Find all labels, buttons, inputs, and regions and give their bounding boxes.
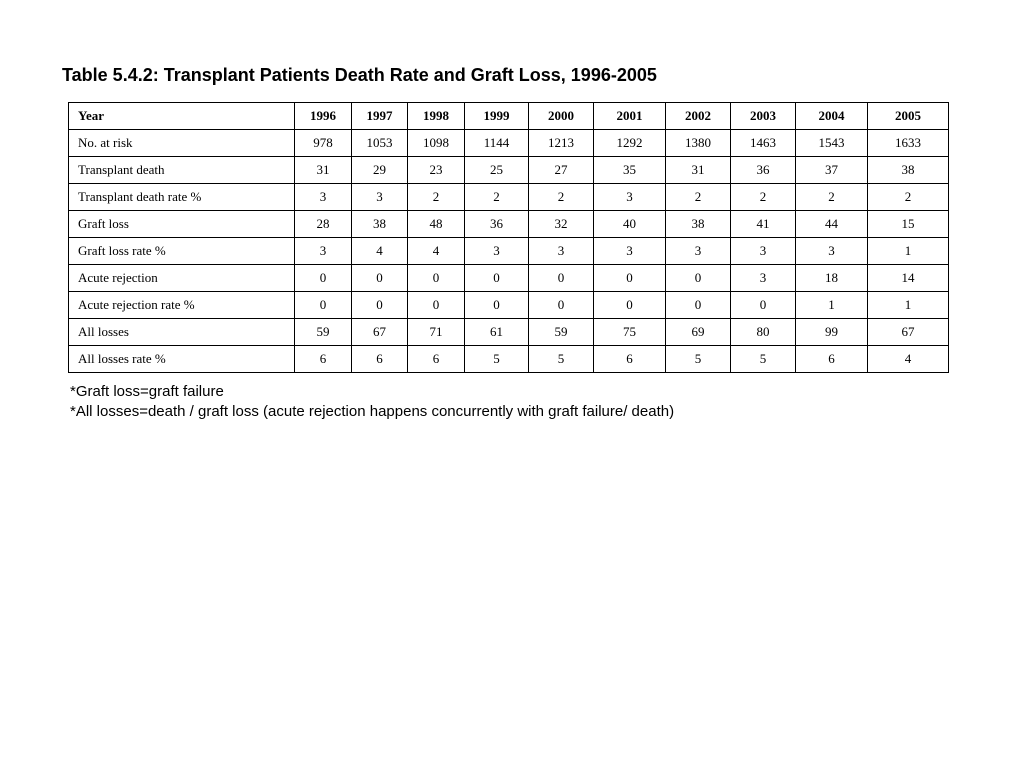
table-cell: 36 xyxy=(465,211,529,238)
table-cell: 14 xyxy=(868,265,949,292)
table-cell: 31 xyxy=(666,157,731,184)
footnotes xyxy=(70,382,674,422)
table-cell: 31 xyxy=(295,157,352,184)
row-label: All losses xyxy=(69,319,295,346)
table-cell: 0 xyxy=(408,265,465,292)
table-cell: 1144 xyxy=(465,130,529,157)
table-cell: 3 xyxy=(465,238,529,265)
table-cell: 59 xyxy=(295,319,352,346)
table-cell: 5 xyxy=(731,346,796,373)
table-cell: 40 xyxy=(594,211,666,238)
table-cell: 71 xyxy=(408,319,465,346)
table-cell: 27 xyxy=(529,157,594,184)
row-label: Transplant death rate % xyxy=(69,184,295,211)
table-cell: 44 xyxy=(796,211,868,238)
table-cell: 6 xyxy=(408,346,465,373)
table-cell: 38 xyxy=(666,211,731,238)
header-cell: 2004 xyxy=(796,103,868,130)
table-cell: 3 xyxy=(529,238,594,265)
table-cell: 3 xyxy=(594,184,666,211)
table-cell: 2 xyxy=(666,184,731,211)
table-cell: 1053 xyxy=(352,130,408,157)
header-cell: 1996 xyxy=(295,103,352,130)
table-cell: 0 xyxy=(666,265,731,292)
table-cell: 3 xyxy=(295,184,352,211)
table-cell: 2 xyxy=(529,184,594,211)
header-cell: 2000 xyxy=(529,103,594,130)
table-cell: 41 xyxy=(731,211,796,238)
table-cell: 0 xyxy=(465,265,529,292)
table-cell: 0 xyxy=(352,292,408,319)
table-cell: 99 xyxy=(796,319,868,346)
header-cell-year: Year xyxy=(69,103,295,130)
table-row xyxy=(69,211,949,238)
table-cell: 3 xyxy=(731,265,796,292)
table-cell: 28 xyxy=(295,211,352,238)
table-cell: 4 xyxy=(868,346,949,373)
header-cell: 2005 xyxy=(868,103,949,130)
table-cell: 69 xyxy=(666,319,731,346)
table-row xyxy=(69,157,949,184)
table-cell: 2 xyxy=(796,184,868,211)
table-cell: 0 xyxy=(295,292,352,319)
header-cell: 2001 xyxy=(594,103,666,130)
table-cell: 0 xyxy=(465,292,529,319)
table-cell: 1213 xyxy=(529,130,594,157)
table-cell: 1380 xyxy=(666,130,731,157)
header-cell: 2003 xyxy=(731,103,796,130)
table-cell: 61 xyxy=(465,319,529,346)
table-row xyxy=(69,319,949,346)
table-cell: 67 xyxy=(868,319,949,346)
table-cell: 5 xyxy=(465,346,529,373)
table-cell: 1543 xyxy=(796,130,868,157)
table-cell: 1292 xyxy=(594,130,666,157)
table-cell: 5 xyxy=(666,346,731,373)
row-label: Graft loss xyxy=(69,211,295,238)
table-cell: 3 xyxy=(352,184,408,211)
table-cell: 4 xyxy=(352,238,408,265)
table-row xyxy=(69,292,949,319)
table-cell: 3 xyxy=(594,238,666,265)
table-cell: 37 xyxy=(796,157,868,184)
footnote-all-losses: *All losses=death / graft loss (acute rejection happens concurrently with graft failure/ death) xyxy=(70,403,675,420)
table-cell: 6 xyxy=(594,346,666,373)
table-header-row xyxy=(69,103,949,130)
header-cell: 1999 xyxy=(465,103,529,130)
table-cell: 0 xyxy=(352,265,408,292)
table-cell: 23 xyxy=(408,157,465,184)
table-cell: 3 xyxy=(796,238,868,265)
table-cell: 6 xyxy=(796,346,868,373)
table-cell: 38 xyxy=(868,157,949,184)
table-cell: 0 xyxy=(731,292,796,319)
table-row xyxy=(69,184,949,211)
table-cell: 0 xyxy=(408,292,465,319)
table-cell: 15 xyxy=(868,211,949,238)
table-cell: 2 xyxy=(408,184,465,211)
row-label: Graft loss rate % xyxy=(69,238,295,265)
table-cell: 80 xyxy=(731,319,796,346)
table-cell: 0 xyxy=(529,265,594,292)
table-cell: 2 xyxy=(868,184,949,211)
table-body xyxy=(69,130,949,373)
table-row xyxy=(69,265,949,292)
table-cell: 1 xyxy=(796,292,868,319)
table-cell: 1 xyxy=(868,238,949,265)
table-cell: 1633 xyxy=(868,130,949,157)
table-cell: 3 xyxy=(666,238,731,265)
table-cell: 1098 xyxy=(408,130,465,157)
table-cell: 75 xyxy=(594,319,666,346)
table-row xyxy=(69,238,949,265)
row-label: Acute rejection rate % xyxy=(69,292,295,319)
table-cell: 6 xyxy=(295,346,352,373)
table-cell: 0 xyxy=(594,292,666,319)
header-cell: 1998 xyxy=(408,103,465,130)
header-cell: 2002 xyxy=(666,103,731,130)
row-label: Transplant death xyxy=(69,157,295,184)
table-cell: 3 xyxy=(295,238,352,265)
table-cell: 0 xyxy=(295,265,352,292)
table-cell: 5 xyxy=(529,346,594,373)
table-cell: 4 xyxy=(408,238,465,265)
table-cell: 3 xyxy=(731,238,796,265)
table-cell: 6 xyxy=(352,346,408,373)
footnote-graft-loss: *Graft loss=graft failure xyxy=(70,383,224,400)
table-cell: 0 xyxy=(529,292,594,319)
row-label: No. at risk xyxy=(69,130,295,157)
table-title: Table 5.4.2: Transplant Patients Death Rate and Graft Loss, 1996-2005 xyxy=(62,65,657,85)
table-cell: 35 xyxy=(594,157,666,184)
table-cell: 1463 xyxy=(731,130,796,157)
table-cell: 67 xyxy=(352,319,408,346)
row-label: Acute rejection xyxy=(69,265,295,292)
table-cell: 29 xyxy=(352,157,408,184)
table-cell: 32 xyxy=(529,211,594,238)
table-row xyxy=(69,346,949,373)
table-row xyxy=(69,130,949,157)
table-cell: 0 xyxy=(666,292,731,319)
row-label: All losses rate % xyxy=(69,346,295,373)
table-cell: 59 xyxy=(529,319,594,346)
table-cell: 2 xyxy=(465,184,529,211)
table-cell: 0 xyxy=(594,265,666,292)
table-cell: 978 xyxy=(295,130,352,157)
table-cell: 38 xyxy=(352,211,408,238)
header-cell: 1997 xyxy=(352,103,408,130)
table-cell: 1 xyxy=(868,292,949,319)
table-cell: 48 xyxy=(408,211,465,238)
data-table xyxy=(68,102,949,373)
table-cell: 36 xyxy=(731,157,796,184)
table-cell: 25 xyxy=(465,157,529,184)
table-cell: 2 xyxy=(731,184,796,211)
table-cell: 18 xyxy=(796,265,868,292)
